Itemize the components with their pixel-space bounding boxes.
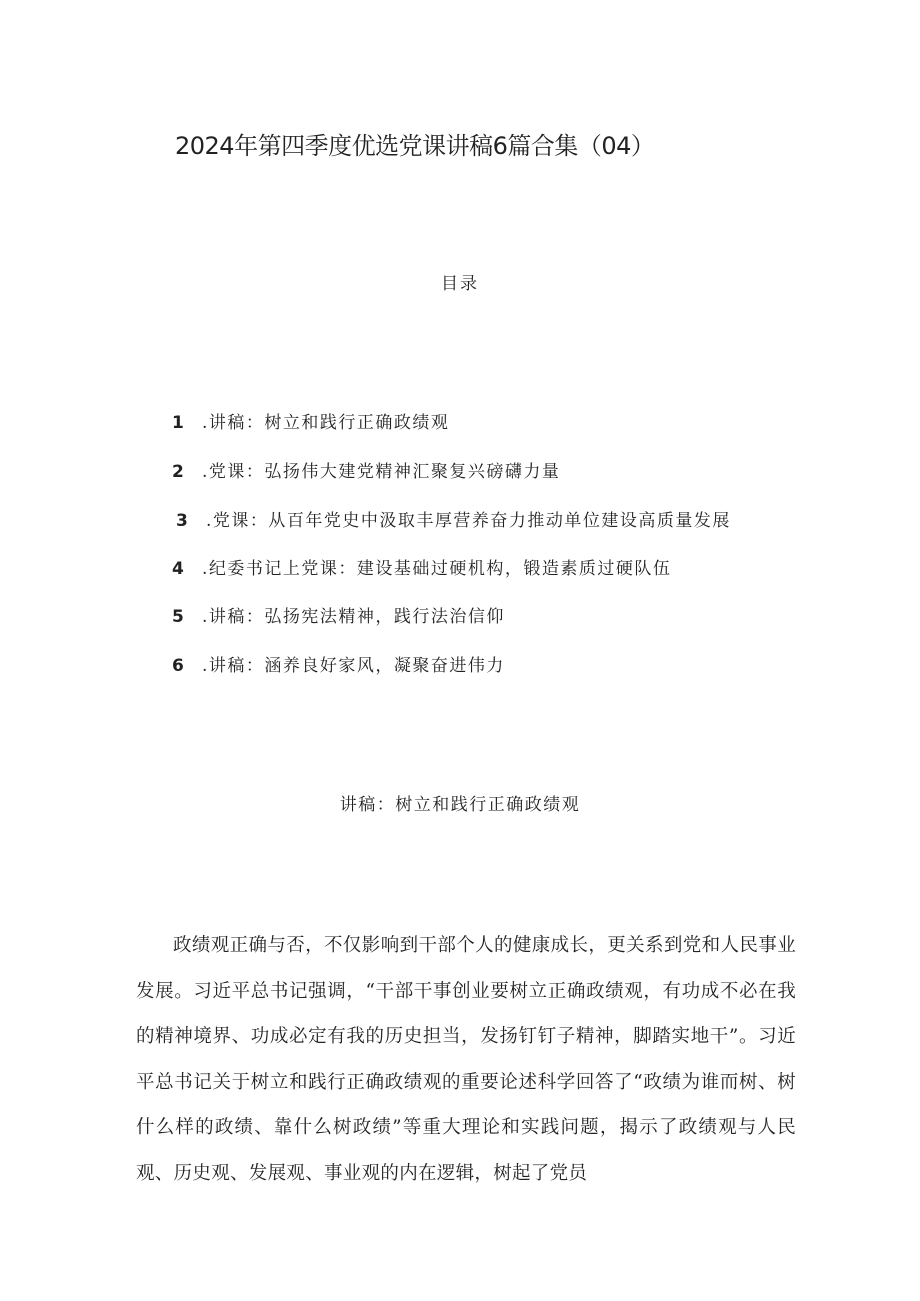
toc-item-number: 5 xyxy=(172,607,186,627)
toc-item-4 xyxy=(172,554,671,579)
toc-item-number: 3 xyxy=(176,511,190,531)
toc-item-text: .党课：弘扬伟大建党精神汇聚复兴磅礴力量 xyxy=(202,462,561,482)
toc-item-number: 6 xyxy=(172,656,186,676)
toc-heading: 目录 xyxy=(441,274,479,294)
toc-item-text: .讲稿：弘扬宪法精神，践行法治信仰 xyxy=(202,607,505,627)
toc-item-number: 4 xyxy=(172,559,186,579)
toc-item-number: 1 xyxy=(172,413,186,433)
toc-item-2 xyxy=(172,457,560,482)
toc-item-text: .纪委书记上党课：建设基础过硬机构，锻造素质过硬队伍 xyxy=(202,559,672,579)
document-title: 2024年第四季度优选党课讲稿6篇合集（04） xyxy=(175,132,655,160)
toc-item-3 xyxy=(176,506,731,531)
toc-item-1 xyxy=(172,408,449,433)
toc-item-text: .讲稿：涵养良好家风，凝聚奋进伟力 xyxy=(202,656,505,676)
body-paragraph: 政绩观正确与否，不仅影响到干部个人的健康成长，更关系到党和人民事业发展。习近平总书记强调，“干部干事创业要树立正确政绩观，有功成不必在我的精神境界、功成必定有我的历史担当，发扬钉钉子精神，脚踏实地干”。习近平总书记关于树立和践行正确政绩观的重要论述科学回答了“政绩为谁而树、树什么样的政绩、靠什么树政绩”等重大理论和实践问题，揭示了政绩观与人民观、历史观、发展观、事业观的内在逻辑，树起了党员 xyxy=(136,935,796,1184)
section-title: 讲稿：树立和践行正确政绩观 xyxy=(339,795,581,815)
toc-item-text: .党课：从百年党史中汲取丰厚营养奋力推动单位建设高质量发展 xyxy=(206,511,731,531)
toc-item-number: 2 xyxy=(172,462,186,482)
toc-item-6 xyxy=(172,651,505,676)
toc-item-text: .讲稿：树立和践行正确政绩观 xyxy=(202,413,450,433)
toc-item-5 xyxy=(172,602,505,627)
